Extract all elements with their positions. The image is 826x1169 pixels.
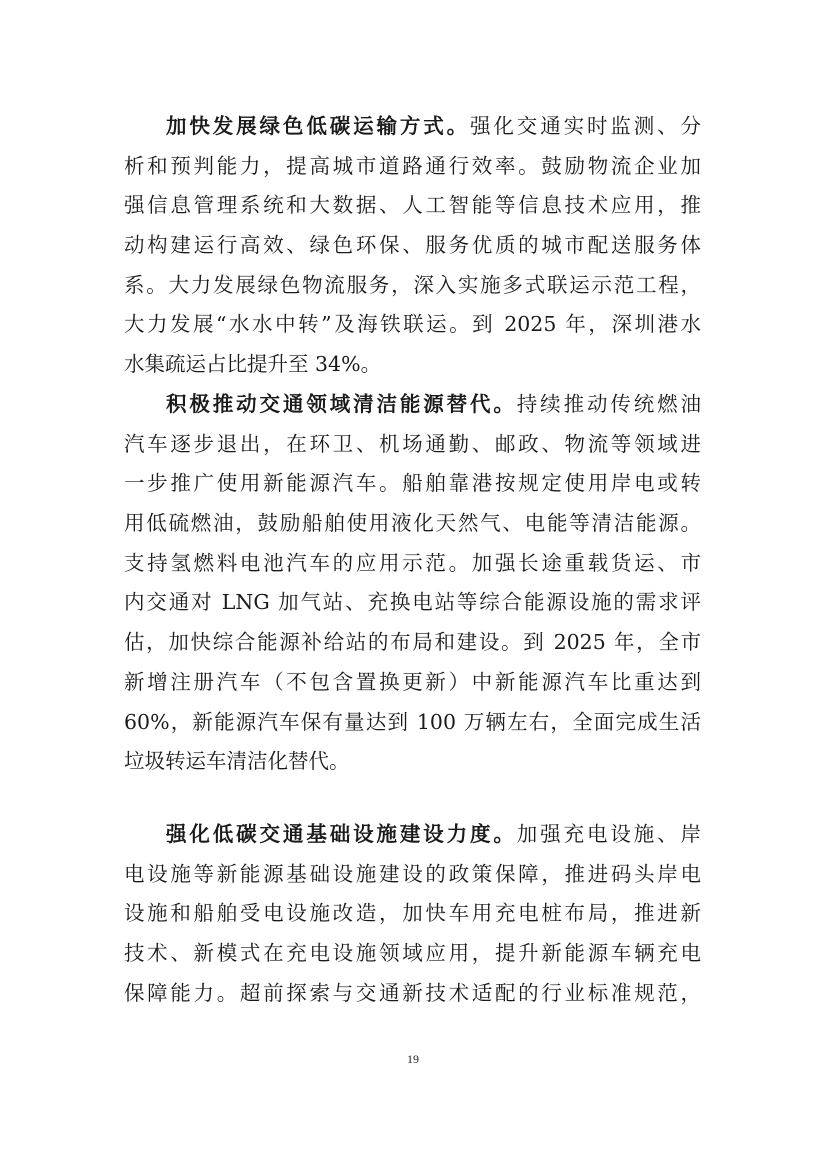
text-line: 水集疏运占比提升至 34%。 bbox=[124, 352, 382, 377]
paragraph-heading: 积极推动交通领域清洁能源替代。 bbox=[166, 392, 517, 416]
text-line: 估，加快综合能源补给站的布局和建设。到 2025 年，全市 bbox=[124, 630, 701, 655]
page-number: 19 bbox=[407, 1052, 419, 1066]
text-line: 汽车逐步退出，在环卫、机场通勤、邮政、物流等领域进 bbox=[124, 431, 701, 456]
text-line: 一步推广使用新能源汽车。船舶靠港按规定使用岸电或转 bbox=[124, 471, 701, 496]
text-line: 加快发展绿色低碳运输方式。强化交通实时监测、分 bbox=[166, 114, 702, 138]
text-line: 电设施等新能源基础设施建设的政策保障，推进码头岸电 bbox=[124, 861, 701, 886]
text-line: 大力发展“水水中转”及海铁联运。到 2025 年，深圳港水 bbox=[124, 312, 701, 337]
text-line: 析和预判能力，提高城市道路通行效率。鼓励物流企业加 bbox=[124, 153, 701, 178]
text-line: 保障能力。超前探索与交通新技术适配的行业标准规范， bbox=[124, 980, 701, 1005]
paragraph-heading: 加快发展绿色低碳运输方式。 bbox=[166, 114, 471, 138]
text-line: 用低硫燃油，鼓励船舶使用液化天然气、电能等清洁能源。 bbox=[124, 511, 701, 536]
text-line: 技术、新模式在充电设施领域应用，提升新能源车辆充电 bbox=[124, 941, 701, 966]
text-line: 设施和船舶受电设施改造，加快车用充电桩布局，推进新 bbox=[124, 901, 701, 926]
paragraph-clean-energy bbox=[124, 385, 701, 782]
paragraph-green-transport bbox=[124, 107, 701, 385]
text-line: 内交通对 LNG 加气站、充换电站等综合能源设施的需求评 bbox=[124, 590, 701, 615]
text-line: 新增注册汽车（不包含置换更新）中新能源汽车比重达到 bbox=[124, 669, 701, 694]
paragraph-infrastructure bbox=[124, 815, 701, 1013]
text-line: 积极推动交通领域清洁能源替代。持续推动传统燃油 bbox=[166, 392, 702, 416]
text-line: 支持氢燃料电池汽车的应用示范。加强长途重载货运、市 bbox=[124, 550, 701, 575]
text-line: 强化低碳交通基础设施建设力度。加强充电设施、岸 bbox=[166, 822, 702, 846]
text-line: 垃圾转运车清洁化替代。 bbox=[124, 749, 350, 774]
paragraph-heading: 强化低碳交通基础设施建设力度。 bbox=[166, 822, 517, 846]
text-line: 强信息管理系统和大数据、人工智能等信息技术应用，推 bbox=[124, 193, 701, 218]
text-line: 动构建运行高效、绿色环保、服务优质的城市配送服务体 bbox=[124, 233, 701, 258]
text-line: 系。大力发展绿色物流服务，深入实施多式联运示范工程， bbox=[124, 272, 701, 297]
text-line: 60%，新能源汽车保有量达到 100 万辆左右，全面完成生活 bbox=[124, 709, 701, 734]
